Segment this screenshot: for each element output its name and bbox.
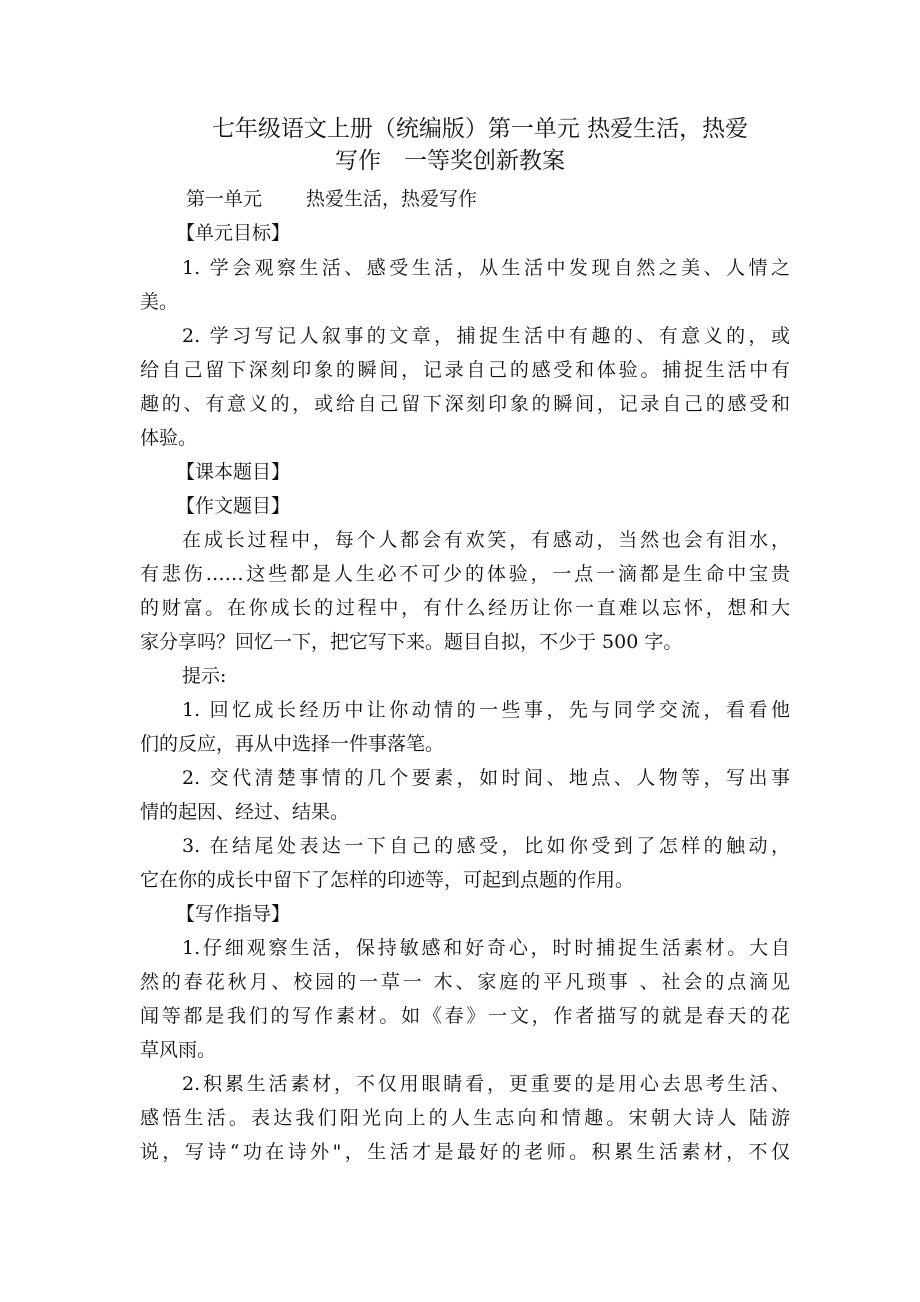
tip-2-line-2: 情的起因、经过、结果。 bbox=[140, 801, 350, 823]
guide-2-line-1: 2.积累生活素材，不仅用眼睛看，更重要的是用心去思考生活、 bbox=[182, 1073, 790, 1095]
guide-1-line-4: 草风雨。 bbox=[140, 1039, 217, 1061]
tips-label: 提示: bbox=[182, 665, 227, 687]
guide-2-line-2: 感悟生活。表达我们阳光向上的人生志向和情趣。宋朝大诗人 陆游 bbox=[140, 1107, 790, 1129]
goal-1-line-2: 美。 bbox=[140, 291, 179, 313]
guide-1-line-3: 闻等都是我们的写作素材。如《春》一文，作者描写的就是春天的花 bbox=[140, 1005, 790, 1027]
essay-prompt-line-4: 家分享吗？回忆一下，把它写下来。题目自拟，不少于 500 字。 bbox=[140, 631, 683, 653]
guide-heading: 【写作指导】 bbox=[176, 903, 291, 925]
document-title-line-2: 写作 一等奖创新教案 bbox=[335, 148, 565, 174]
essay-prompt-line-2: 有悲伤……这些都是人生必不可少的体验，一点一滴都是生命中宝贵 bbox=[140, 563, 790, 585]
essay-prompt-line-1: 在成长过程中，每个人都会有欢笑，有感动，当然也会有泪水， bbox=[182, 529, 790, 551]
unit-theme: 热爱生活，热爱写作 bbox=[306, 188, 478, 210]
guide-2-line-3: 说，写诗“功在诗外"，生活才是最好的老师。积累生活素材，不仅 bbox=[140, 1141, 790, 1163]
guide-1-line-1: 1.仔细观察生活，保持敏感和好奇心，时时捕捉生活素材。大自 bbox=[182, 937, 790, 959]
guide-1-line-2: 然的春花秋月、校园的一草一 木、家庭的平凡琐事 、社会的点滴见 bbox=[140, 971, 790, 993]
tip-1-line-2: 们的反应，再从中选择一件事落笔。 bbox=[140, 733, 445, 755]
tip-2-line-1: 2. 交代清楚事情的几个要素，如时间、地点、人物等，写出事 bbox=[182, 767, 790, 789]
textbook-heading: 【课本题目】 bbox=[176, 461, 291, 483]
goals-heading: 【单元目标】 bbox=[176, 222, 291, 244]
essay-heading: 【作文题目】 bbox=[176, 495, 291, 517]
goal-2-line-2: 给自己留下深刻印象的瞬间，记录自己的感受和体验。捕捉生活中有 bbox=[140, 359, 790, 381]
goal-2-line-1: 2. 学习写记人叙事的文章，捕捉生活中有趣的、有意义的，或 bbox=[182, 325, 790, 347]
goal-2-line-4: 体验。 bbox=[140, 427, 198, 449]
tip-3-line-2: 它在你的成长中留下了怎样的印迹等，可起到点题的作用。 bbox=[140, 869, 635, 891]
unit-heading bbox=[186, 182, 477, 216]
tip-3-line-1: 3. 在结尾处表达一下自己的感受，比如你受到了怎样的触动， bbox=[182, 835, 790, 857]
document-title-line-1: 七年级语文上册（统编版）第一单元 热爱生活，热爱 bbox=[211, 116, 749, 142]
tip-1-line-1: 1. 回忆成长经历中让你动情的一些事，先与同学交流，看看他 bbox=[182, 699, 790, 721]
goal-1-line-1: 1. 学会观察生活、感受生活，从生活中发现自然之美、人情之 bbox=[182, 257, 790, 279]
unit-label: 第一单元 bbox=[186, 188, 263, 210]
goal-2-line-3: 趣的、有意义的，或给自己留下深刻印象的瞬间，记录自己的感受和 bbox=[140, 393, 790, 415]
essay-prompt-line-3: 的财富。在你成长的过程中，有什么经历让你一直难以忘怀，想和大 bbox=[140, 597, 790, 619]
